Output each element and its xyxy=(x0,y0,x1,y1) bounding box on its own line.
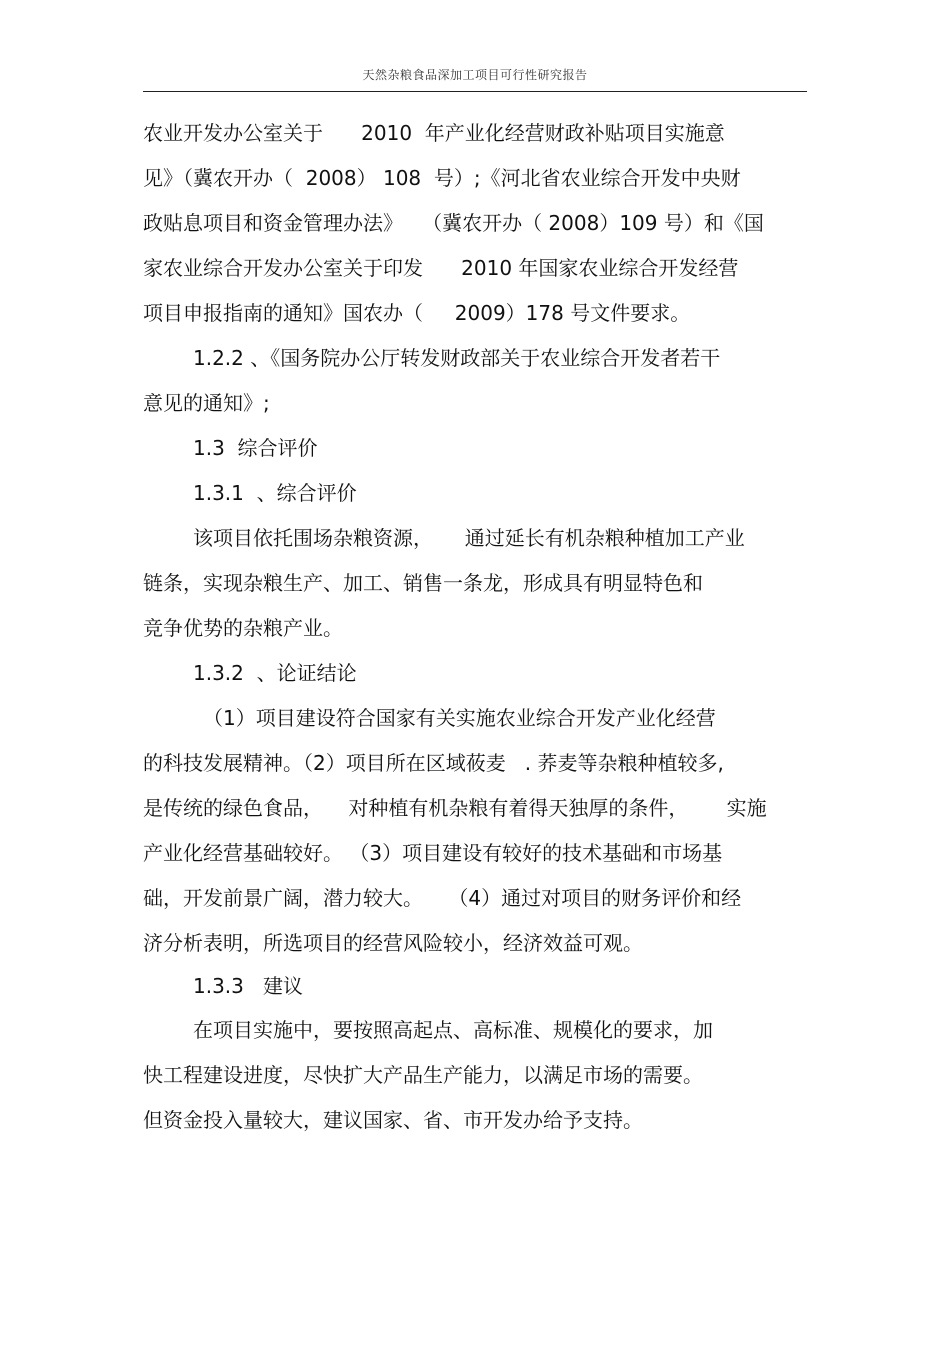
body-line: 础，开发前景广阔，潜力较大。 （4）通过对项目的财务评价和经 xyxy=(143,886,742,910)
section-heading-1-3: 1.3 综合评价 xyxy=(193,436,318,460)
body-line: 家农业综合开发办公室关于印发 2010 年国家农业综合开发经营 xyxy=(143,256,739,280)
paragraph-start: （1）项目建设符合国家有关实施农业综合开发产业化经营 xyxy=(203,706,716,730)
body-line: 是传统的绿色食品， 对种植有机杂粮有着得天独厚的条件， 实施 xyxy=(143,796,767,820)
body-line: 政贴息项目和资金管理办法》 （冀农开办（ 2008）109 号）和《国 xyxy=(143,211,764,235)
section-heading-1-2-2: 1.2.2 、《国务院办公厅转发财政部关于农业综合开发者若干 xyxy=(193,346,721,370)
body-line: 见》（冀农开办（ 2008） 108 号）;《河北省农业综合开发中央财 xyxy=(143,166,741,190)
header-divider xyxy=(143,91,807,92)
body-line: 产业化经营基础较好。 （3）项目建设有较好的技术基础和市场基 xyxy=(143,841,723,865)
body-line: 项目申报指南的通知》国农办（ 2009）178 号文件要求。 xyxy=(143,301,691,325)
body-line: 但资金投入量较大，建议国家、省、市开发办给予支持。 xyxy=(143,1108,643,1132)
section-heading-1-3-1: 1.3.1 、综合评价 xyxy=(193,481,357,505)
running-header: 天然杂粮食品深加工项目可行性研究报告 xyxy=(362,68,588,82)
body-line: 意见的通知》; xyxy=(143,391,270,415)
body-line: 竞争优势的杂粮产业。 xyxy=(143,616,343,640)
body-line: 的科技发展精神。（2）项目所在区域莜麦 . 荞麦等杂粮种植较多, xyxy=(143,751,724,775)
section-heading-1-3-2: 1.3.2 、论证结论 xyxy=(193,661,357,685)
paragraph-start: 该项目依托围场杂粮资源， 通过延长有机杂粮种植加工产业 xyxy=(193,526,745,550)
body-line: 济分析表明，所选项目的经营风险较小，经济效益可观。 xyxy=(143,931,643,955)
body-line: 链条，实现杂粮生产、加工、销售一条龙，形成具有明显特色和 xyxy=(143,571,703,595)
body-line: 农业开发办公室关于 2010 年产业化经营财政补贴项目实施意 xyxy=(143,121,725,145)
body-line: 快工程建设进度，尽快扩大产品生产能力，以满足市场的需要。 xyxy=(143,1063,703,1087)
section-heading-1-3-3: 1.3.3 建议 xyxy=(193,974,303,998)
paragraph-start: 在项目实施中，要按照高起点、高标准、规模化的要求，加 xyxy=(193,1018,713,1042)
